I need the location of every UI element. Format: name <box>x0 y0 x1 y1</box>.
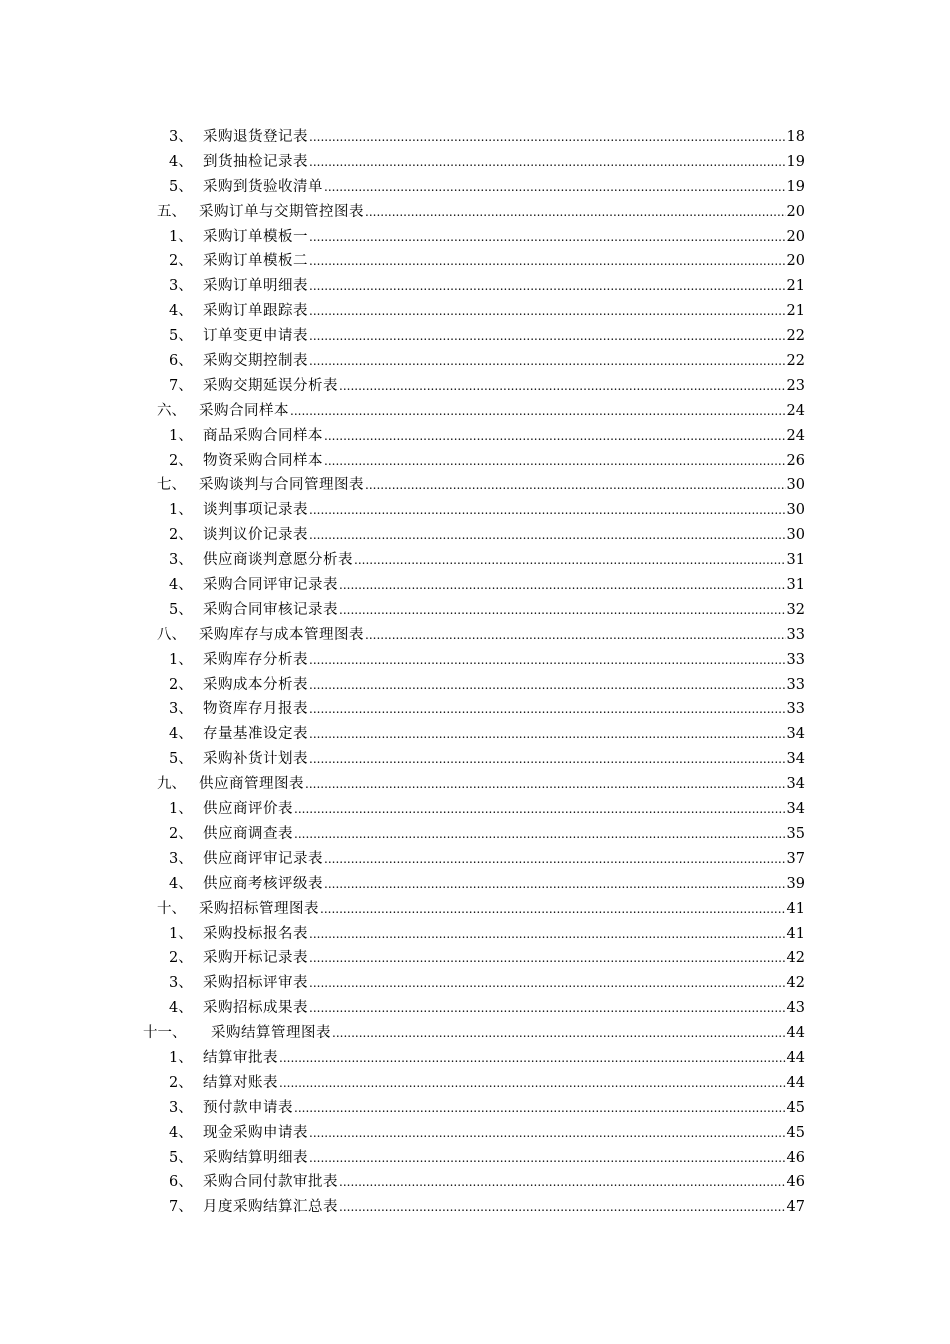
toc-dot-leader <box>308 722 786 747</box>
toc-entry-line <box>199 399 805 424</box>
toc-entry-page-number: 47 <box>786 1199 805 1216</box>
toc-dot-leader <box>308 996 786 1021</box>
toc-dot-leader <box>338 1195 786 1220</box>
toc-entry-title: 供应商评审记录表 <box>203 850 323 867</box>
toc-entry-page-number: 37 <box>786 850 805 867</box>
toc-dot-leader <box>308 648 786 673</box>
toc-entry-title: 采购库存与成本管理图表 <box>199 626 364 643</box>
toc-entry-line <box>203 722 805 747</box>
toc-entry-number: 2、 <box>169 452 193 469</box>
toc-entry-line <box>203 225 805 250</box>
toc-entry[interactable] <box>0 1195 950 1220</box>
toc-entry-title: 物资库存月报表 <box>203 701 308 718</box>
toc-entry-page-number: 23 <box>786 377 805 394</box>
toc-entry-number: 3、 <box>169 1099 193 1116</box>
toc-entry[interactable] <box>0 847 950 872</box>
toc-entry-line <box>203 498 805 523</box>
toc-entry-title: 采购招标成果表 <box>203 1000 308 1017</box>
toc-entry[interactable] <box>0 1071 950 1096</box>
toc-section-entry[interactable] <box>0 1021 950 1046</box>
toc-entry[interactable] <box>0 548 950 573</box>
toc-entry-page-number: 21 <box>786 303 805 320</box>
toc-entry[interactable] <box>0 125 950 150</box>
toc-entry-page-number: 46 <box>786 1149 805 1166</box>
toc-entry[interactable] <box>0 648 950 673</box>
toc-entry-number: 八、 <box>157 626 186 643</box>
toc-entry-page-number: 21 <box>786 278 805 295</box>
toc-entry-page-number: 33 <box>786 676 805 693</box>
toc-section-entry[interactable] <box>0 200 950 225</box>
toc-entry[interactable] <box>0 996 950 1021</box>
toc-dot-leader <box>308 523 786 548</box>
toc-entry-line <box>203 1170 805 1195</box>
toc-entry-title: 到货抽检记录表 <box>203 153 308 170</box>
toc-entry[interactable] <box>0 424 950 449</box>
toc-entry-title: 谈判议价记录表 <box>203 527 308 544</box>
toc-dot-leader <box>338 1170 786 1195</box>
toc-entry-number: 2、 <box>169 1074 193 1091</box>
toc-entry-title: 采购成本分析表 <box>203 676 308 693</box>
toc-entry-line <box>203 822 805 847</box>
toc-entry-page-number: 22 <box>786 353 805 370</box>
toc-dot-leader <box>308 249 786 274</box>
toc-entry-line <box>203 922 805 947</box>
toc-dot-leader <box>308 324 786 349</box>
toc-entry[interactable] <box>0 747 950 772</box>
toc-entry-number: 3、 <box>169 278 193 295</box>
toc-dot-leader <box>338 598 786 623</box>
toc-dot-leader <box>323 847 786 872</box>
toc-entry[interactable] <box>0 349 950 374</box>
toc-entry-line <box>203 598 805 623</box>
toc-dot-leader <box>323 424 786 449</box>
toc-entry-number: 1、 <box>169 651 193 668</box>
toc-entry[interactable] <box>0 971 950 996</box>
toc-dot-leader <box>319 897 786 922</box>
toc-entry-number: 4、 <box>169 1124 193 1141</box>
toc-entry-number: 7、 <box>169 377 193 394</box>
toc-entry-title: 采购退货登记表 <box>203 129 308 145</box>
toc-entry-title: 存量基准设定表 <box>203 726 308 743</box>
toc-dot-leader <box>308 299 786 324</box>
toc-entry[interactable] <box>0 150 950 175</box>
toc-dot-leader <box>304 772 786 797</box>
toc-entry-number: 2、 <box>169 825 193 842</box>
toc-entry-number: 五、 <box>157 203 186 220</box>
toc-entry-title: 采购订单明细表 <box>203 278 308 295</box>
toc-entry-page-number: 44 <box>786 1049 805 1066</box>
toc-entry-number: 3、 <box>169 975 193 992</box>
toc-dot-leader <box>293 822 786 847</box>
toc-entry-number: 1、 <box>169 925 193 942</box>
toc-entry-page-number: 22 <box>786 328 805 345</box>
toc-dot-leader <box>308 349 786 374</box>
toc-entry-page-number: 45 <box>786 1124 805 1141</box>
toc-entry-title: 采购合同付款审批表 <box>203 1174 338 1191</box>
toc-dot-leader <box>308 922 786 947</box>
toc-entry-page-number: 35 <box>786 825 805 842</box>
toc-dot-leader <box>308 747 786 772</box>
toc-entry-number: 4、 <box>169 303 193 320</box>
toc-entry-title: 采购谈判与合同管理图表 <box>199 477 364 494</box>
toc-entry-page-number: 24 <box>786 427 805 444</box>
toc-entry-number: 7、 <box>169 1199 193 1216</box>
toc-entry-title: 物资采购合同样本 <box>203 452 323 469</box>
toc-dot-leader <box>323 872 786 897</box>
toc-entry-line <box>211 1021 805 1046</box>
table-of-contents <box>0 125 950 1220</box>
toc-dot-leader <box>289 399 786 424</box>
toc-entry-line <box>203 349 805 374</box>
toc-entry-line <box>203 374 805 399</box>
toc-entry-page-number: 26 <box>786 452 805 469</box>
toc-entry[interactable] <box>0 598 950 623</box>
toc-entry-page-number: 34 <box>786 726 805 743</box>
toc-entry-page-number: 41 <box>786 925 805 942</box>
toc-entry-page-number: 44 <box>786 1074 805 1091</box>
toc-entry-number: 4、 <box>169 1000 193 1017</box>
toc-entry-number: 3、 <box>169 701 193 718</box>
toc-entry[interactable] <box>0 1096 950 1121</box>
toc-entry-number: 6、 <box>169 1174 193 1191</box>
toc-entry-number: 九、 <box>157 776 186 793</box>
toc-entry-line <box>203 673 805 698</box>
toc-entry-number: 1、 <box>169 1049 193 1066</box>
toc-entry-title: 采购招标评审表 <box>203 975 308 992</box>
toc-entry-title: 采购结算管理图表 <box>211 1025 331 1042</box>
toc-entry-title: 结算审批表 <box>203 1049 278 1066</box>
toc-entry-line <box>199 897 805 922</box>
toc-entry-number: 1、 <box>169 228 193 245</box>
toc-entry-line <box>203 1071 805 1096</box>
toc-entry-line <box>203 648 805 673</box>
toc-dot-leader <box>364 623 786 648</box>
toc-entry-page-number: 44 <box>786 1025 805 1042</box>
toc-entry-line <box>203 449 805 474</box>
toc-entry-line <box>203 697 805 722</box>
toc-entry-title: 采购订单模板一 <box>203 228 308 245</box>
toc-entry-number: 3、 <box>169 850 193 867</box>
toc-entry-line <box>203 1195 805 1220</box>
toc-entry-page-number: 19 <box>786 178 805 195</box>
toc-entry-number: 4、 <box>169 726 193 743</box>
toc-entry-line <box>203 1146 805 1171</box>
toc-entry[interactable] <box>0 822 950 847</box>
toc-entry-page-number: 20 <box>786 253 805 270</box>
toc-entry-page-number: 45 <box>786 1099 805 1116</box>
toc-dot-leader <box>308 1121 786 1146</box>
toc-entry-number: 4、 <box>169 577 193 594</box>
toc-entry-line <box>203 249 805 274</box>
toc-entry-page-number: 34 <box>786 801 805 818</box>
toc-entry[interactable] <box>0 673 950 698</box>
toc-dot-leader <box>278 1071 786 1096</box>
toc-dot-leader <box>323 449 786 474</box>
toc-entry-number: 5、 <box>169 751 193 768</box>
toc-entry-number: 1、 <box>169 427 193 444</box>
toc-entry-title: 采购交期延误分析表 <box>203 377 338 394</box>
toc-dot-leader <box>293 1096 786 1121</box>
toc-entry-title: 采购订单跟踪表 <box>203 303 308 320</box>
toc-entry-title: 谈判事项记录表 <box>203 502 308 519</box>
toc-entry-line <box>203 175 805 200</box>
toc-entry[interactable] <box>0 324 950 349</box>
toc-dot-leader <box>308 274 786 299</box>
toc-entry-line <box>199 473 805 498</box>
toc-entry[interactable] <box>0 1046 950 1071</box>
toc-entry[interactable] <box>0 697 950 722</box>
toc-entry-line <box>203 1096 805 1121</box>
toc-entry[interactable] <box>0 1121 950 1146</box>
toc-entry-line <box>203 150 805 175</box>
toc-entry-line <box>203 847 805 872</box>
toc-entry-page-number: 41 <box>786 900 805 917</box>
toc-entry-line <box>203 523 805 548</box>
toc-dot-leader <box>308 946 786 971</box>
toc-section-entry[interactable] <box>0 473 950 498</box>
toc-entry-title: 供应商评价表 <box>203 801 293 818</box>
toc-entry-title: 采购结算明细表 <box>203 1149 308 1166</box>
toc-entry-line <box>203 299 805 324</box>
toc-dot-leader <box>353 548 786 573</box>
toc-entry-number: 3、 <box>169 552 193 569</box>
toc-dot-leader <box>364 200 786 225</box>
toc-entry-number: 六、 <box>157 402 186 419</box>
toc-entry-line <box>203 274 805 299</box>
toc-entry-title: 采购合同评审记录表 <box>203 577 338 594</box>
toc-entry-page-number: 33 <box>786 651 805 668</box>
toc-entry-number: 2、 <box>169 527 193 544</box>
toc-entry-page-number: 24 <box>786 402 805 419</box>
toc-entry-page-number: 32 <box>786 601 805 618</box>
toc-dot-leader <box>308 697 786 722</box>
toc-dot-leader <box>364 473 786 498</box>
toc-entry-title: 采购交期控制表 <box>203 353 308 370</box>
toc-entry-title: 预付款申请表 <box>203 1099 293 1116</box>
toc-entry-page-number: 33 <box>786 701 805 718</box>
toc-entry-line <box>203 548 805 573</box>
toc-entry-title: 订单变更申请表 <box>203 328 308 345</box>
toc-entry-number: 七、 <box>157 477 186 494</box>
toc-entry-title: 采购到货验收清单 <box>203 178 323 195</box>
toc-section-entry[interactable] <box>0 897 950 922</box>
toc-entry-page-number: 19 <box>786 153 805 170</box>
toc-entry[interactable] <box>0 872 950 897</box>
toc-entry[interactable] <box>0 1146 950 1171</box>
toc-entry[interactable] <box>0 374 950 399</box>
toc-entry[interactable] <box>0 498 950 523</box>
toc-entry-line <box>203 872 805 897</box>
toc-entry-line <box>203 996 805 1021</box>
toc-entry-page-number: 39 <box>786 875 805 892</box>
toc-entry-page-number: 20 <box>786 228 805 245</box>
toc-entry-page-number: 18 <box>786 129 805 145</box>
toc-entry-page-number: 30 <box>786 502 805 519</box>
toc-entry-number: 1、 <box>169 502 193 519</box>
toc-entry-line <box>203 1121 805 1146</box>
toc-entry-title: 供应商管理图表 <box>199 776 304 793</box>
toc-entry[interactable] <box>0 249 950 274</box>
toc-entry-number: 2、 <box>169 676 193 693</box>
toc-entry-page-number: 33 <box>786 626 805 643</box>
toc-entry-line <box>199 772 805 797</box>
toc-entry-page-number: 34 <box>786 751 805 768</box>
toc-entry-line <box>203 324 805 349</box>
toc-entry-line <box>203 125 805 150</box>
toc-entry-title: 现金采购申请表 <box>203 1124 308 1141</box>
toc-entry[interactable] <box>0 225 950 250</box>
toc-entry-title: 采购订单模板二 <box>203 253 308 270</box>
toc-entry-title: 采购合同审核记录表 <box>203 601 338 618</box>
toc-entry[interactable] <box>0 573 950 598</box>
toc-entry-title: 采购投标报名表 <box>203 925 308 942</box>
toc-entry[interactable] <box>0 1170 950 1195</box>
toc-entry-line <box>203 424 805 449</box>
toc-entry-page-number: 43 <box>786 1000 805 1017</box>
toc-entry-title: 采购订单与交期管控图表 <box>199 203 364 220</box>
toc-section-entry[interactable] <box>0 623 950 648</box>
toc-dot-leader <box>308 225 786 250</box>
toc-entry[interactable] <box>0 523 950 548</box>
toc-entry-number: 5、 <box>169 1149 193 1166</box>
toc-dot-leader <box>293 797 786 822</box>
toc-section-entry[interactable] <box>0 399 950 424</box>
toc-entry-title: 采购招标管理图表 <box>199 900 319 917</box>
toc-entry-title: 采购补货计划表 <box>203 751 308 768</box>
toc-entry-number: 6、 <box>169 353 193 370</box>
toc-entry-title: 结算对账表 <box>203 1074 278 1091</box>
toc-entry-number: 3、 <box>169 129 193 145</box>
toc-entry-page-number: 20 <box>786 203 805 220</box>
toc-entry-title: 供应商谈判意愿分析表 <box>203 552 353 569</box>
toc-dot-leader <box>308 125 786 150</box>
toc-entry-number: 2、 <box>169 950 193 967</box>
toc-dot-leader <box>278 1046 786 1071</box>
toc-dot-leader <box>338 573 786 598</box>
toc-dot-leader <box>308 498 786 523</box>
toc-entry[interactable] <box>0 797 950 822</box>
toc-entry[interactable] <box>0 922 950 947</box>
toc-entry[interactable] <box>0 722 950 747</box>
toc-entry-page-number: 30 <box>786 527 805 544</box>
toc-entry-number: 十一、 <box>143 1025 187 1042</box>
toc-entry-number: 4、 <box>169 153 193 170</box>
toc-entry-number: 5、 <box>169 178 193 195</box>
toc-entry-line <box>203 1046 805 1071</box>
toc-entry-title: 采购开标记录表 <box>203 950 308 967</box>
toc-entry-title: 商品采购合同样本 <box>203 427 323 444</box>
toc-entry-title: 供应商考核评级表 <box>203 875 323 892</box>
toc-dot-leader <box>308 971 786 996</box>
toc-entry-line <box>199 623 805 648</box>
toc-dot-leader <box>308 1146 786 1171</box>
toc-entry[interactable] <box>0 946 950 971</box>
toc-entry-number: 4、 <box>169 875 193 892</box>
toc-dot-leader <box>308 150 786 175</box>
toc-entry-number: 5、 <box>169 328 193 345</box>
toc-entry[interactable] <box>0 449 950 474</box>
toc-entry-number: 5、 <box>169 601 193 618</box>
toc-entry-title: 采购合同样本 <box>199 402 289 419</box>
toc-dot-leader <box>308 673 786 698</box>
toc-entry-page-number: 42 <box>786 975 805 992</box>
toc-entry[interactable] <box>0 274 950 299</box>
toc-entry[interactable] <box>0 175 950 200</box>
toc-entry-number: 1、 <box>169 801 193 818</box>
toc-entry-title: 供应商调查表 <box>203 825 293 842</box>
toc-dot-leader <box>331 1021 786 1046</box>
toc-entry-line <box>203 797 805 822</box>
toc-entry-page-number: 31 <box>786 552 805 569</box>
toc-entry-number: 十、 <box>157 900 186 917</box>
toc-entry-page-number: 31 <box>786 577 805 594</box>
toc-section-entry[interactable] <box>0 772 950 797</box>
toc-entry-page-number: 42 <box>786 950 805 967</box>
toc-entry-title: 月度采购结算汇总表 <box>203 1199 338 1216</box>
toc-entry-line <box>203 971 805 996</box>
toc-entry-page-number: 34 <box>786 776 805 793</box>
toc-dot-leader <box>338 374 786 399</box>
toc-entry-page-number: 46 <box>786 1174 805 1191</box>
toc-entry-page-number: 30 <box>786 477 805 494</box>
toc-entry-line <box>203 747 805 772</box>
toc-entry-number: 2、 <box>169 253 193 270</box>
toc-entry-line <box>203 946 805 971</box>
toc-dot-leader <box>323 175 786 200</box>
toc-entry-line <box>203 573 805 598</box>
toc-entry-title: 采购库存分析表 <box>203 651 308 668</box>
toc-entry[interactable] <box>0 299 950 324</box>
toc-entry-line <box>199 200 805 225</box>
